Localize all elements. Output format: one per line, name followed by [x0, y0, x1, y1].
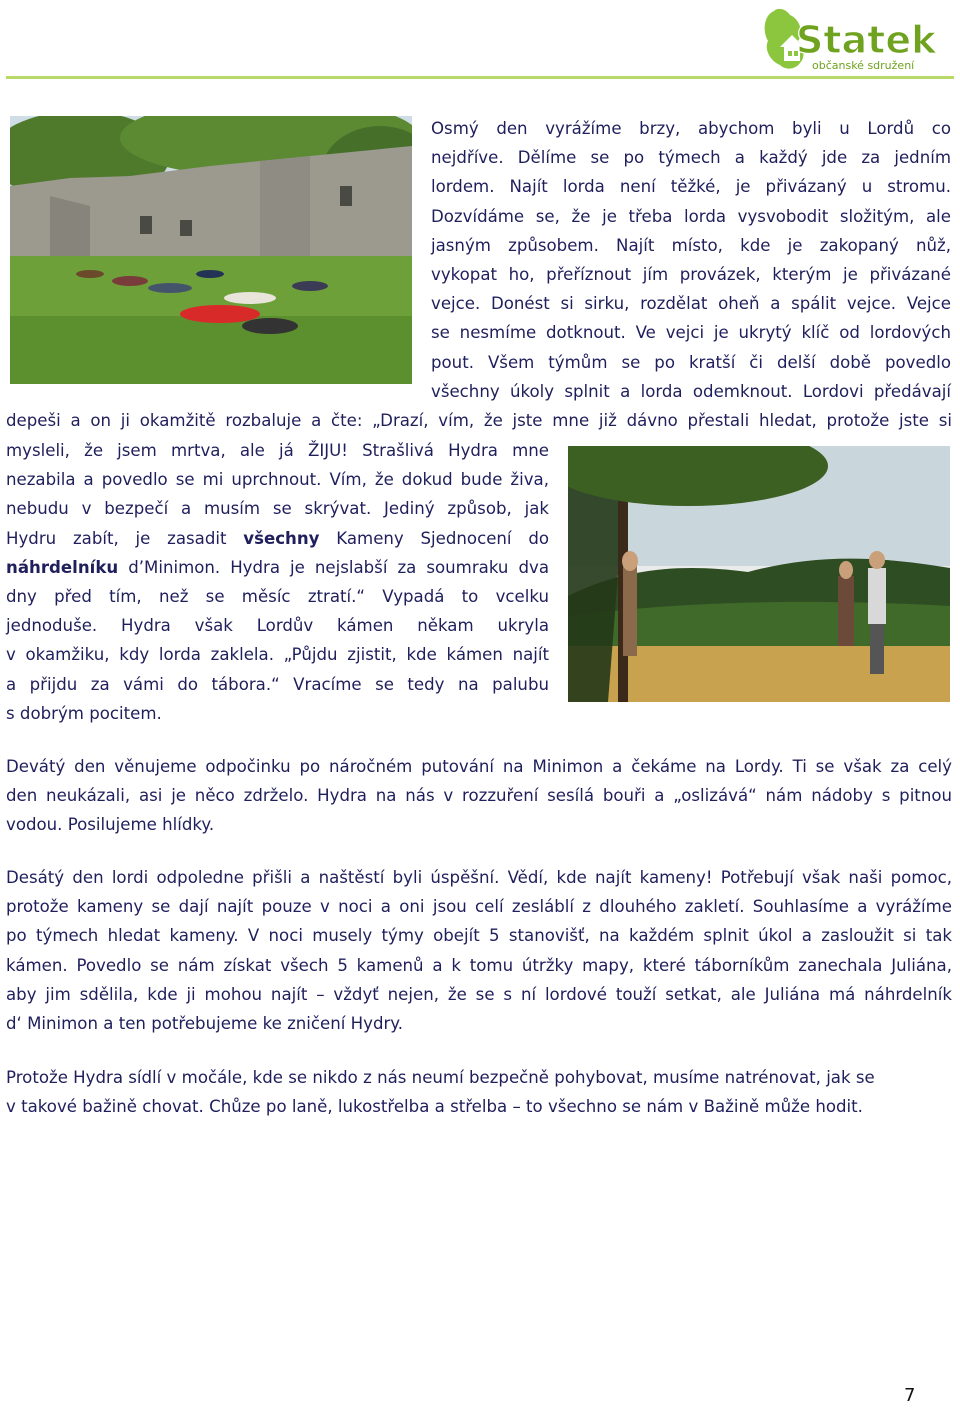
text-line: všechny úkoly splnit a lorda odemknout. Lordovi předávají — [431, 381, 951, 401]
swamp-paragraph — [6, 1063, 952, 1121]
text-line: lordem. Najít lorda není těžké, je přivázaný u stromu. — [431, 177, 951, 197]
text-line: nezabila a povedlo se mi uprchnout. Vím, že dokud bude živa, — [6, 470, 549, 490]
forest-lords-photo — [568, 446, 950, 702]
text-line: Dozvídáme se, že je třeba lorda vysvobodit složitým, ale — [431, 206, 951, 226]
text-line: aby jim sdělila, kde ji mohou najít – vždyť nejen, že se s ní lordové touží setkat, ale Juliána má náhrdelník — [6, 984, 952, 1004]
svg-text:občanské sdružení: občanské sdružení — [812, 59, 915, 72]
text-line: protože kameny se dají najít pouze v noci a oni jsou celí zesláblí z dlouhého zakletí. Souhlasíme a vyrážíme — [6, 897, 952, 917]
text-line: s dobrým pocitem. — [6, 703, 162, 723]
text-line: se nesmíme dotknout. Ve vejci je ukrytý klíč od lordových — [431, 323, 951, 343]
text-line: dny před tím, než se měsíc ztratí.“ Vypadá to vcelku — [6, 587, 549, 607]
text-line: a přijdu za vámi do tábora.“ Vracíme se tedy na palubu — [6, 674, 549, 694]
text-line — [6, 524, 549, 553]
text-line: d‘ Minimon a ten potřebujeme ke zničení Hydry. — [6, 1014, 404, 1034]
svg-text:Statek: Statek — [796, 18, 937, 62]
text-line: nejdříve. Dělíme se po týmech a každý jde za jedním — [431, 148, 951, 168]
text-line: vejce. Donést si sirku, rozdělat oheň a spálit vejce. Vejce — [431, 294, 951, 314]
day8-letter-start — [6, 406, 952, 435]
text-fragment: d’Minimon. Hydra je nejslabší za soumraku dva — [118, 557, 549, 577]
text-line: v takové bažině chovat. Chůze po laně, lukostřelba a střelba – to všechno se nám v Bažině může hodit. — [6, 1097, 863, 1117]
castle-ruins-photo — [10, 116, 412, 384]
statek-logo-graphic — [760, 5, 956, 75]
emphasis-text: náhrdelníku — [6, 557, 119, 577]
text-line: jasným způsobem. Najít místo, kde je zakopaný nůž, — [431, 235, 951, 255]
page-number: 7 — [904, 1385, 916, 1406]
text-line: pout. Všem týmům se po kratší či delší době povedlo — [431, 352, 951, 372]
text-line: vykopat ho, přeříznout jím provázek, kterým je přivázané — [431, 265, 951, 285]
text-line: Devátý den věnujeme odpočinku po náročném putování na Minimon a čekáme na Lordy. Ti se však za celý — [6, 757, 952, 776]
text-line: v okamžiku, kdy lorda zaklela. „Půjdu zjistit, kde kámen najít — [6, 645, 549, 665]
text-line: den neukázali, asi je něco zdrželo. Hydra na nás v rozzuření sesílá bouři a „oslizává“ nám nádoby s pitnou — [6, 786, 952, 806]
text-line: Osmý den vyrážíme brzy, abychom byli u Lordů co — [431, 119, 951, 138]
text-fragment: Hydru zabít, je zasadit — [6, 528, 244, 548]
text-line — [6, 553, 549, 582]
header-rule — [6, 76, 954, 79]
emphasis-text: všechny — [243, 528, 320, 548]
text-line: nebudu v bezpečí a musím se skrývat. Jediný způsob, jak — [6, 499, 549, 519]
text-line: jednoduše. Hydra však Lordův kámen někam ukryla — [6, 616, 549, 636]
day10-paragraph — [6, 863, 952, 1038]
text-line: Desátý den lordi odpoledne přišli a naštěstí byli úspěšní. Vědí, kde najít kameny! Potřebují však naši pomoc, — [6, 868, 952, 887]
text-line: depeši a on ji okamžitě rozbaluje a čte: „Drazí, vím, že jste mne již dávno přestali hledat, protože jste si — [6, 411, 952, 430]
text-line: kámen. Povedlo se nám získat všech 5 kamenů a k tomu útržky mapy, které táborníkům zanechala Juliána, — [6, 955, 952, 975]
day9-paragraph — [6, 752, 952, 840]
statek-logo — [760, 5, 956, 75]
day8-intro-text — [431, 114, 951, 406]
text-line: vodou. Posilujeme hlídky. — [6, 815, 215, 835]
text-line: mysleli, že jsem mrtva, ale já ŽIJU! Strašlivá Hydra mne — [6, 441, 549, 460]
text-line: Protože Hydra sídlí v močále, kde se nikdo z nás neumí bezpečně pohybovat, musíme natrénovat, jak se — [6, 1068, 875, 1087]
day8-letter-text — [6, 436, 549, 728]
text-fragment: Kameny Sjednocení do — [319, 528, 550, 548]
text-line: po týmech hledat kameny. V noci musely týmy obejít 5 stanovišť, na každém splnit úkol a zasloužit si tak — [6, 926, 952, 946]
